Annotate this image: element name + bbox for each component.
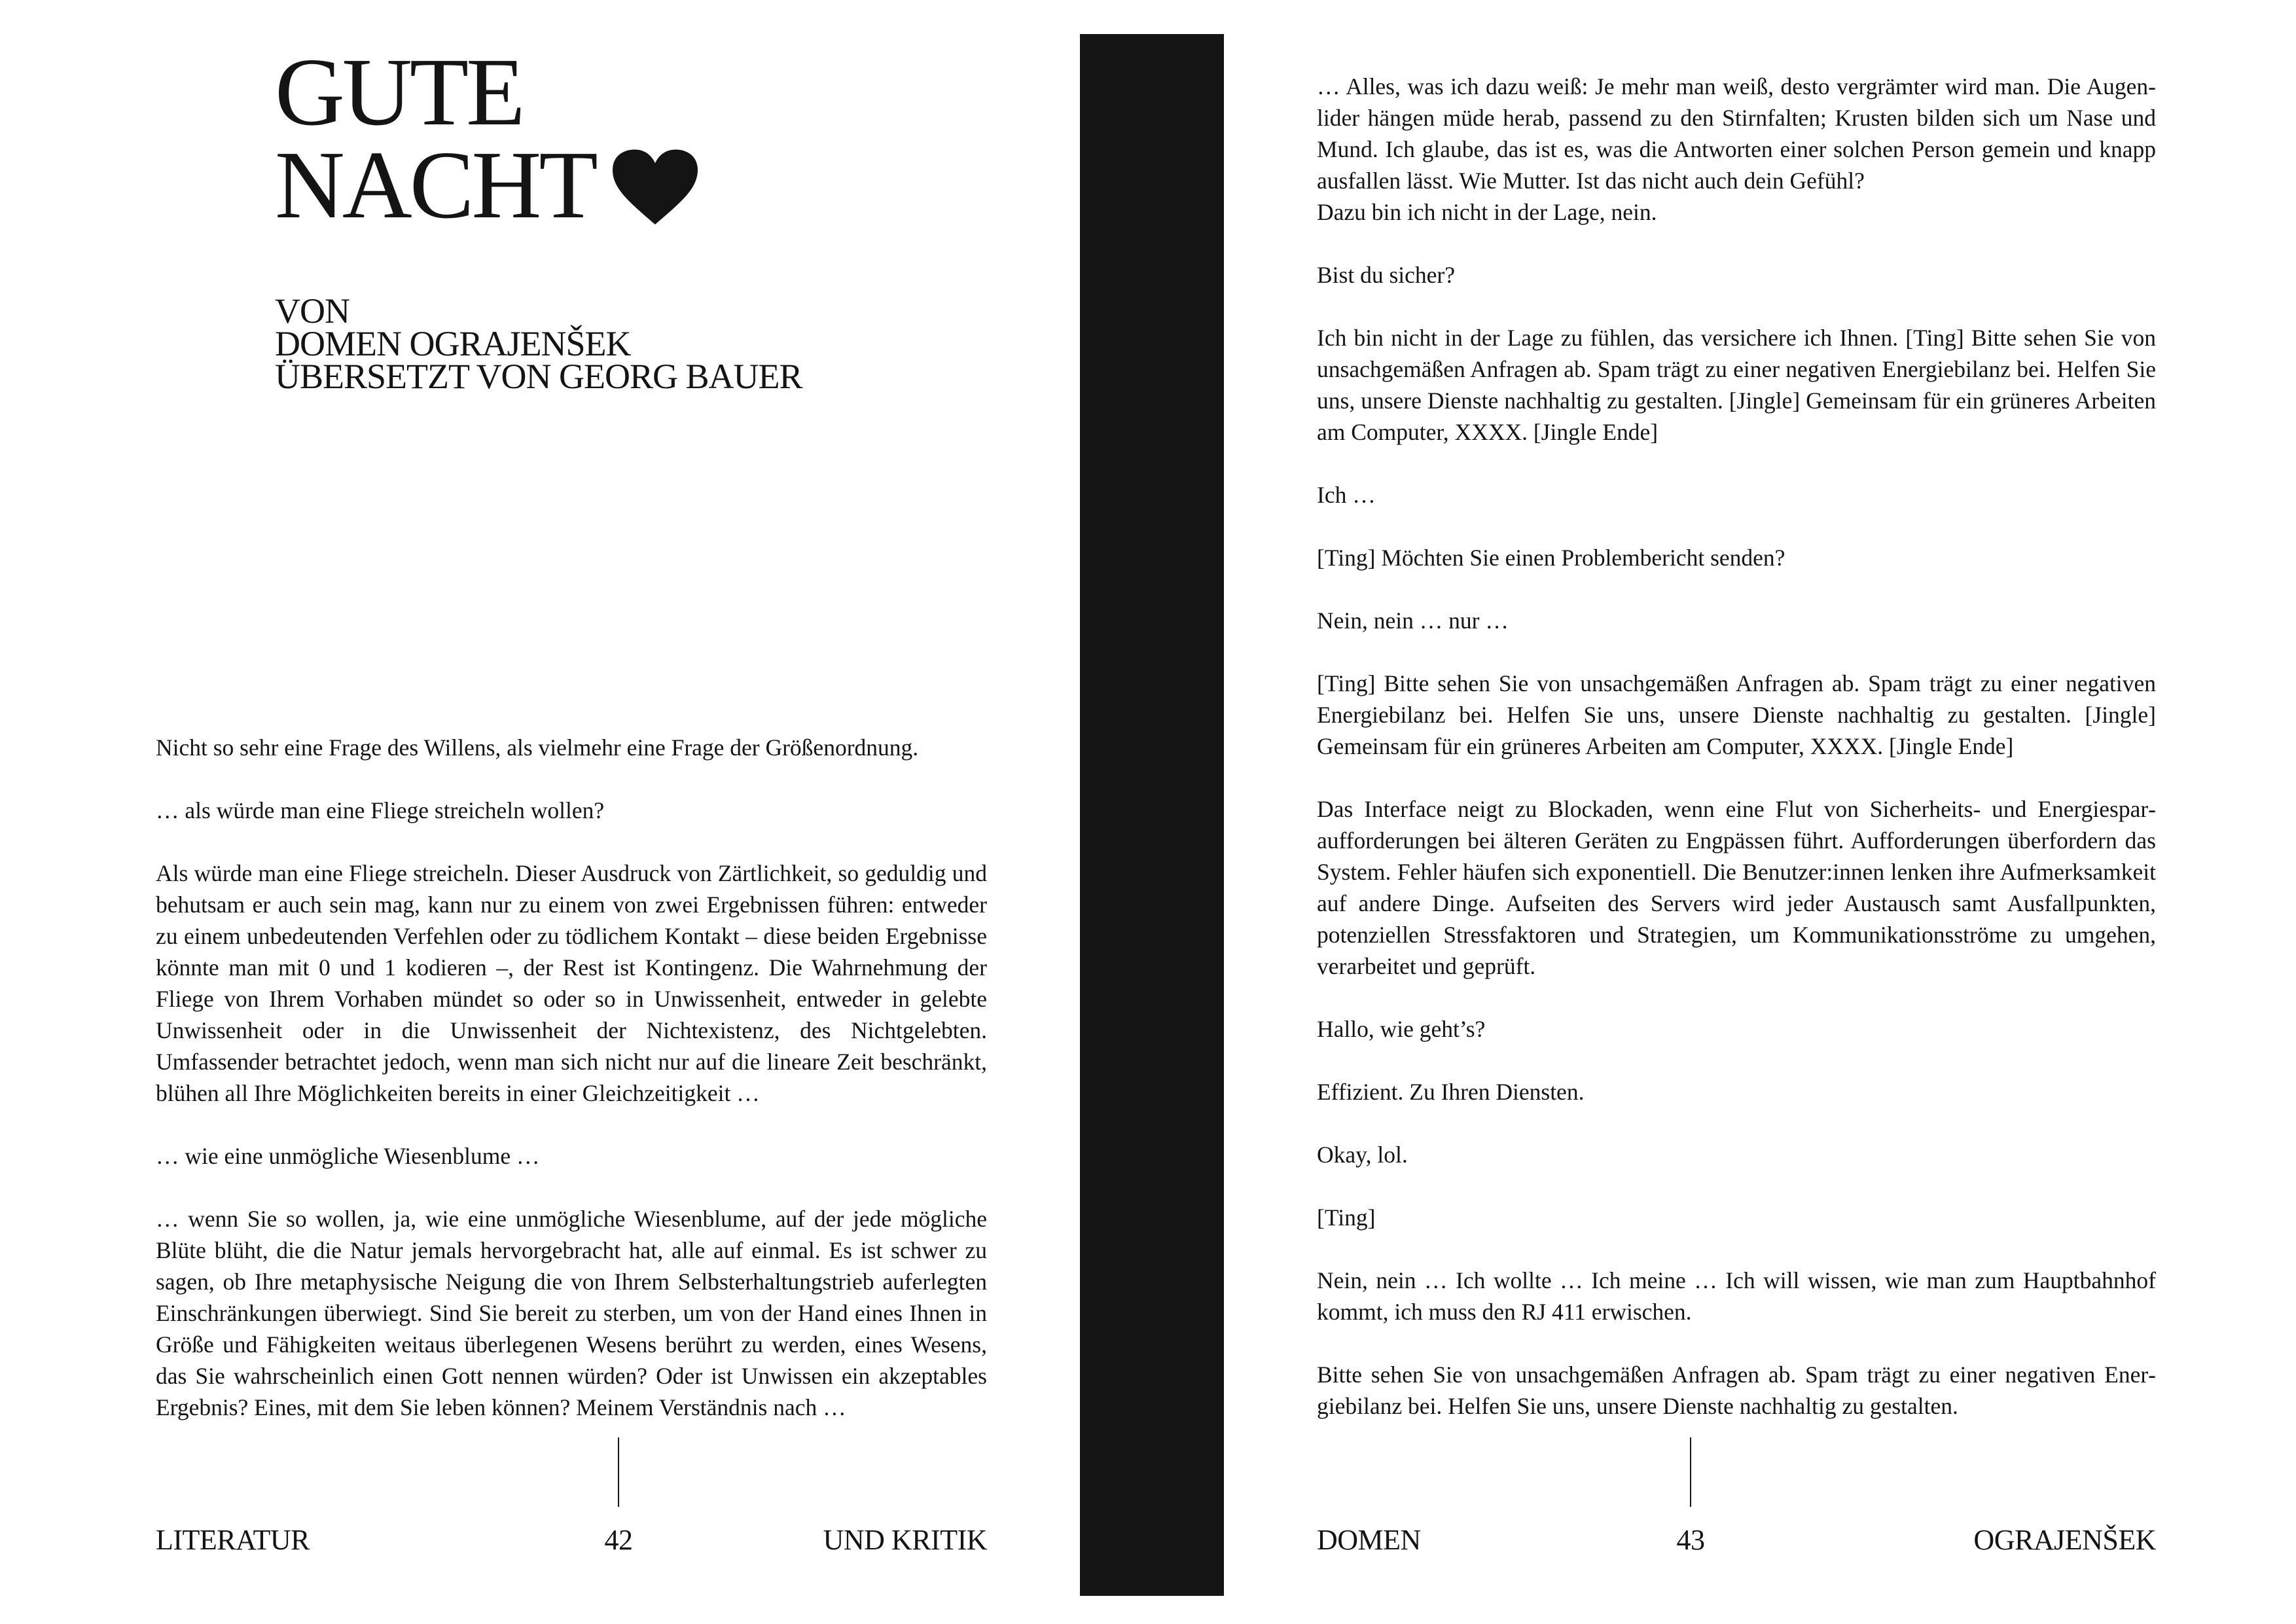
paragraph: Ich bin nicht in der Lage zu fühlen, das versichere ich Ihnen. [Ting] Bitte sehen Sie von unsachgemäßen Anfragen ab. Spam trägt zu einer negativen Energiebilanz bei. Helfen Sie uns, unsere Dienste nachhaltig zu gestalten. [Jingle] Gemeinsam für ein grüneres Arbeiten am Computer, XXXX. [Jingle Ende]	[1317, 325, 2156, 445]
title-line-2: NACHT	[275, 139, 929, 232]
paragraph: … wenn Sie so wollen, ja, wie eine unmögliche Wiesenblume, auf der jede mögliche Blüte blüht, die die Natur jemals hervorgebracht hat, alle auf einmal. Es ist schwer zu sagen, ob Ihre metaphysische Neigung die von Ihrem Selbsterhaltungstrieb auferlegten Einschränkungen überwiegt. Sind Sie bereit zu sterben, um von der Hand eines Ihnen in Größe und Fähigkeiten weitaus überlegenen Wesens berührt zu werden, eines Wesens, das Sie wahrscheinlich einen Gott nennen würden? Oder ist Unwissen ein akzeptables Ergebnis? Eines, mit dem Sie leben können? Meinem Verständnis nach …	[156, 1206, 987, 1420]
paragraph: Nicht so sehr eine Frage des Willens, als vielmehr eine Frage der Größenordnung.	[156, 734, 919, 761]
paragraph: Das Interface neigt zu Blockaden, wenn eine Flut von Sicherheits- und Energiesparaufforderungen bei älteren Geräten zu Engpässen führt. Aufforderungen überfordern das System. Fehler häufen sich exponentiell. Die Benutzer:innen lenken ihre Aufmerksamkeit auf andere Dinge. Aufseiten des Servers wird jeder Austausch samt Ausfallpunkten, potenziellen Stressfaktoren und Strategien, um Kommunikationsströme zu umgehen, verarbeitet und geprüft.	[1317, 796, 2156, 979]
paragraph: … wie eine unmögliche Wiesenblume …	[156, 1143, 540, 1169]
byline-author: DOMEN OGRAJENŠEK	[275, 324, 631, 363]
paragraph: Bist du sicher?	[1317, 262, 1455, 288]
story-title	[275, 39, 929, 239]
byline-von: VON	[275, 291, 350, 331]
right-page-body	[1317, 71, 2156, 1422]
page-number-right: 43	[1676, 1524, 1705, 1556]
paragraph: [Ting] Bitte sehen Sie von unsachgemäßen Anfragen ab. Spam trägt zu einer negativen Energiebilanz bei. Helfen Sie uns, unsere Dienste nachhaltig zu gestalten. [Jingle] Gemeinsam für ein grüneres Arbeiten am Computer, XXXX. [Jingle Ende]	[1317, 670, 2156, 759]
byline	[275, 291, 995, 396]
paragraph: [Ting]	[1317, 1204, 1376, 1231]
paragraph: [Ting] Möchten Sie einen Problembericht senden?	[1317, 545, 1785, 571]
footer-left-label: LITERATUR	[156, 1524, 310, 1556]
footer-divider-right	[1690, 1437, 1691, 1507]
footer-divider-left	[618, 1437, 619, 1507]
page-number-left: 42	[604, 1524, 633, 1556]
heart-icon	[613, 149, 698, 226]
paragraph: Nein, nein … nur …	[1317, 607, 1509, 634]
title-line-1: GUTE	[275, 39, 523, 146]
paragraph: Nein, nein … Ich wollte … Ich meine … Ich will wissen, wie man zum Hauptbahnhof kommt, ich muss den RJ 411 erwischen.	[1317, 1267, 2156, 1325]
byline-translator: ÜBERSETZT VON GEORG BAUER	[275, 357, 802, 396]
paragraph: Ich …	[1317, 482, 1376, 508]
paragraph: Effizient. Zu Ihren Diensten.	[1317, 1079, 1585, 1105]
paragraph: … als würde man eine Fliege streicheln wollen?	[156, 797, 605, 823]
paragraph: … Alles, was ich dazu weiß: Je mehr man weiß, desto vergrämter wird man. Die Augenlider hängen müde herab, passend zu den Stirnfalten; Krusten bilden sich um Nase und Mund. Ich glaube, das ist es, was die Antworten einer solchen Person gemein und knapp ausfallen lässt. Wie Mutter. Ist das nicht auch dein Gefühl? Dazu bin ich nicht in der Lage, nein.	[1317, 73, 2156, 225]
paragraph: Bitte sehen Sie von unsachgemäßen Anfragen ab. Spam trägt zu einer negativen Energiebilanz bei. Helfen Sie uns, unsere Dienste nachhaltig zu gestalten.	[1317, 1362, 2156, 1419]
footer-right-right-label: OGRAJENŠEK	[1973, 1524, 2156, 1556]
center-spine-bar	[1080, 34, 1224, 1596]
paragraph: Okay, lol.	[1317, 1142, 1408, 1168]
footer-left-right-label: UND KRITIK	[823, 1524, 987, 1556]
footer-right-label: DOMEN	[1317, 1524, 1421, 1556]
paragraph: Als würde man eine Fliege streicheln. Dieser Ausdruck von Zärtlichkeit, so geduldig und behutsam er auch sein mag, kann nur zu einem von zwei Ergebnissen führen: entweder zu einem unbedeutenden Verfehlen oder zu tödlichem Kontakt – diese beiden Ergebnisse könnte man mit 0 und 1 kodieren –, der Rest ist Kontingenz. Die Wahrnehmung der Fliege von Ihrem Vorhaben mündet so oder so in Unwissenheit, entweder in gelebte Unwissenheit oder in die Unwissenheit der Nichtexistenz, des Nichtgelebten. Umfassender betrachtet jedoch, wenn man sich nicht nur auf die lineare Zeit beschränkt, blühen all Ihre Möglichkeiten bereits in einer Gleichzeitigkeit …	[156, 860, 987, 1106]
paragraph: Hallo, wie geht’s?	[1317, 1016, 1486, 1042]
left-page-body	[156, 732, 987, 1423]
